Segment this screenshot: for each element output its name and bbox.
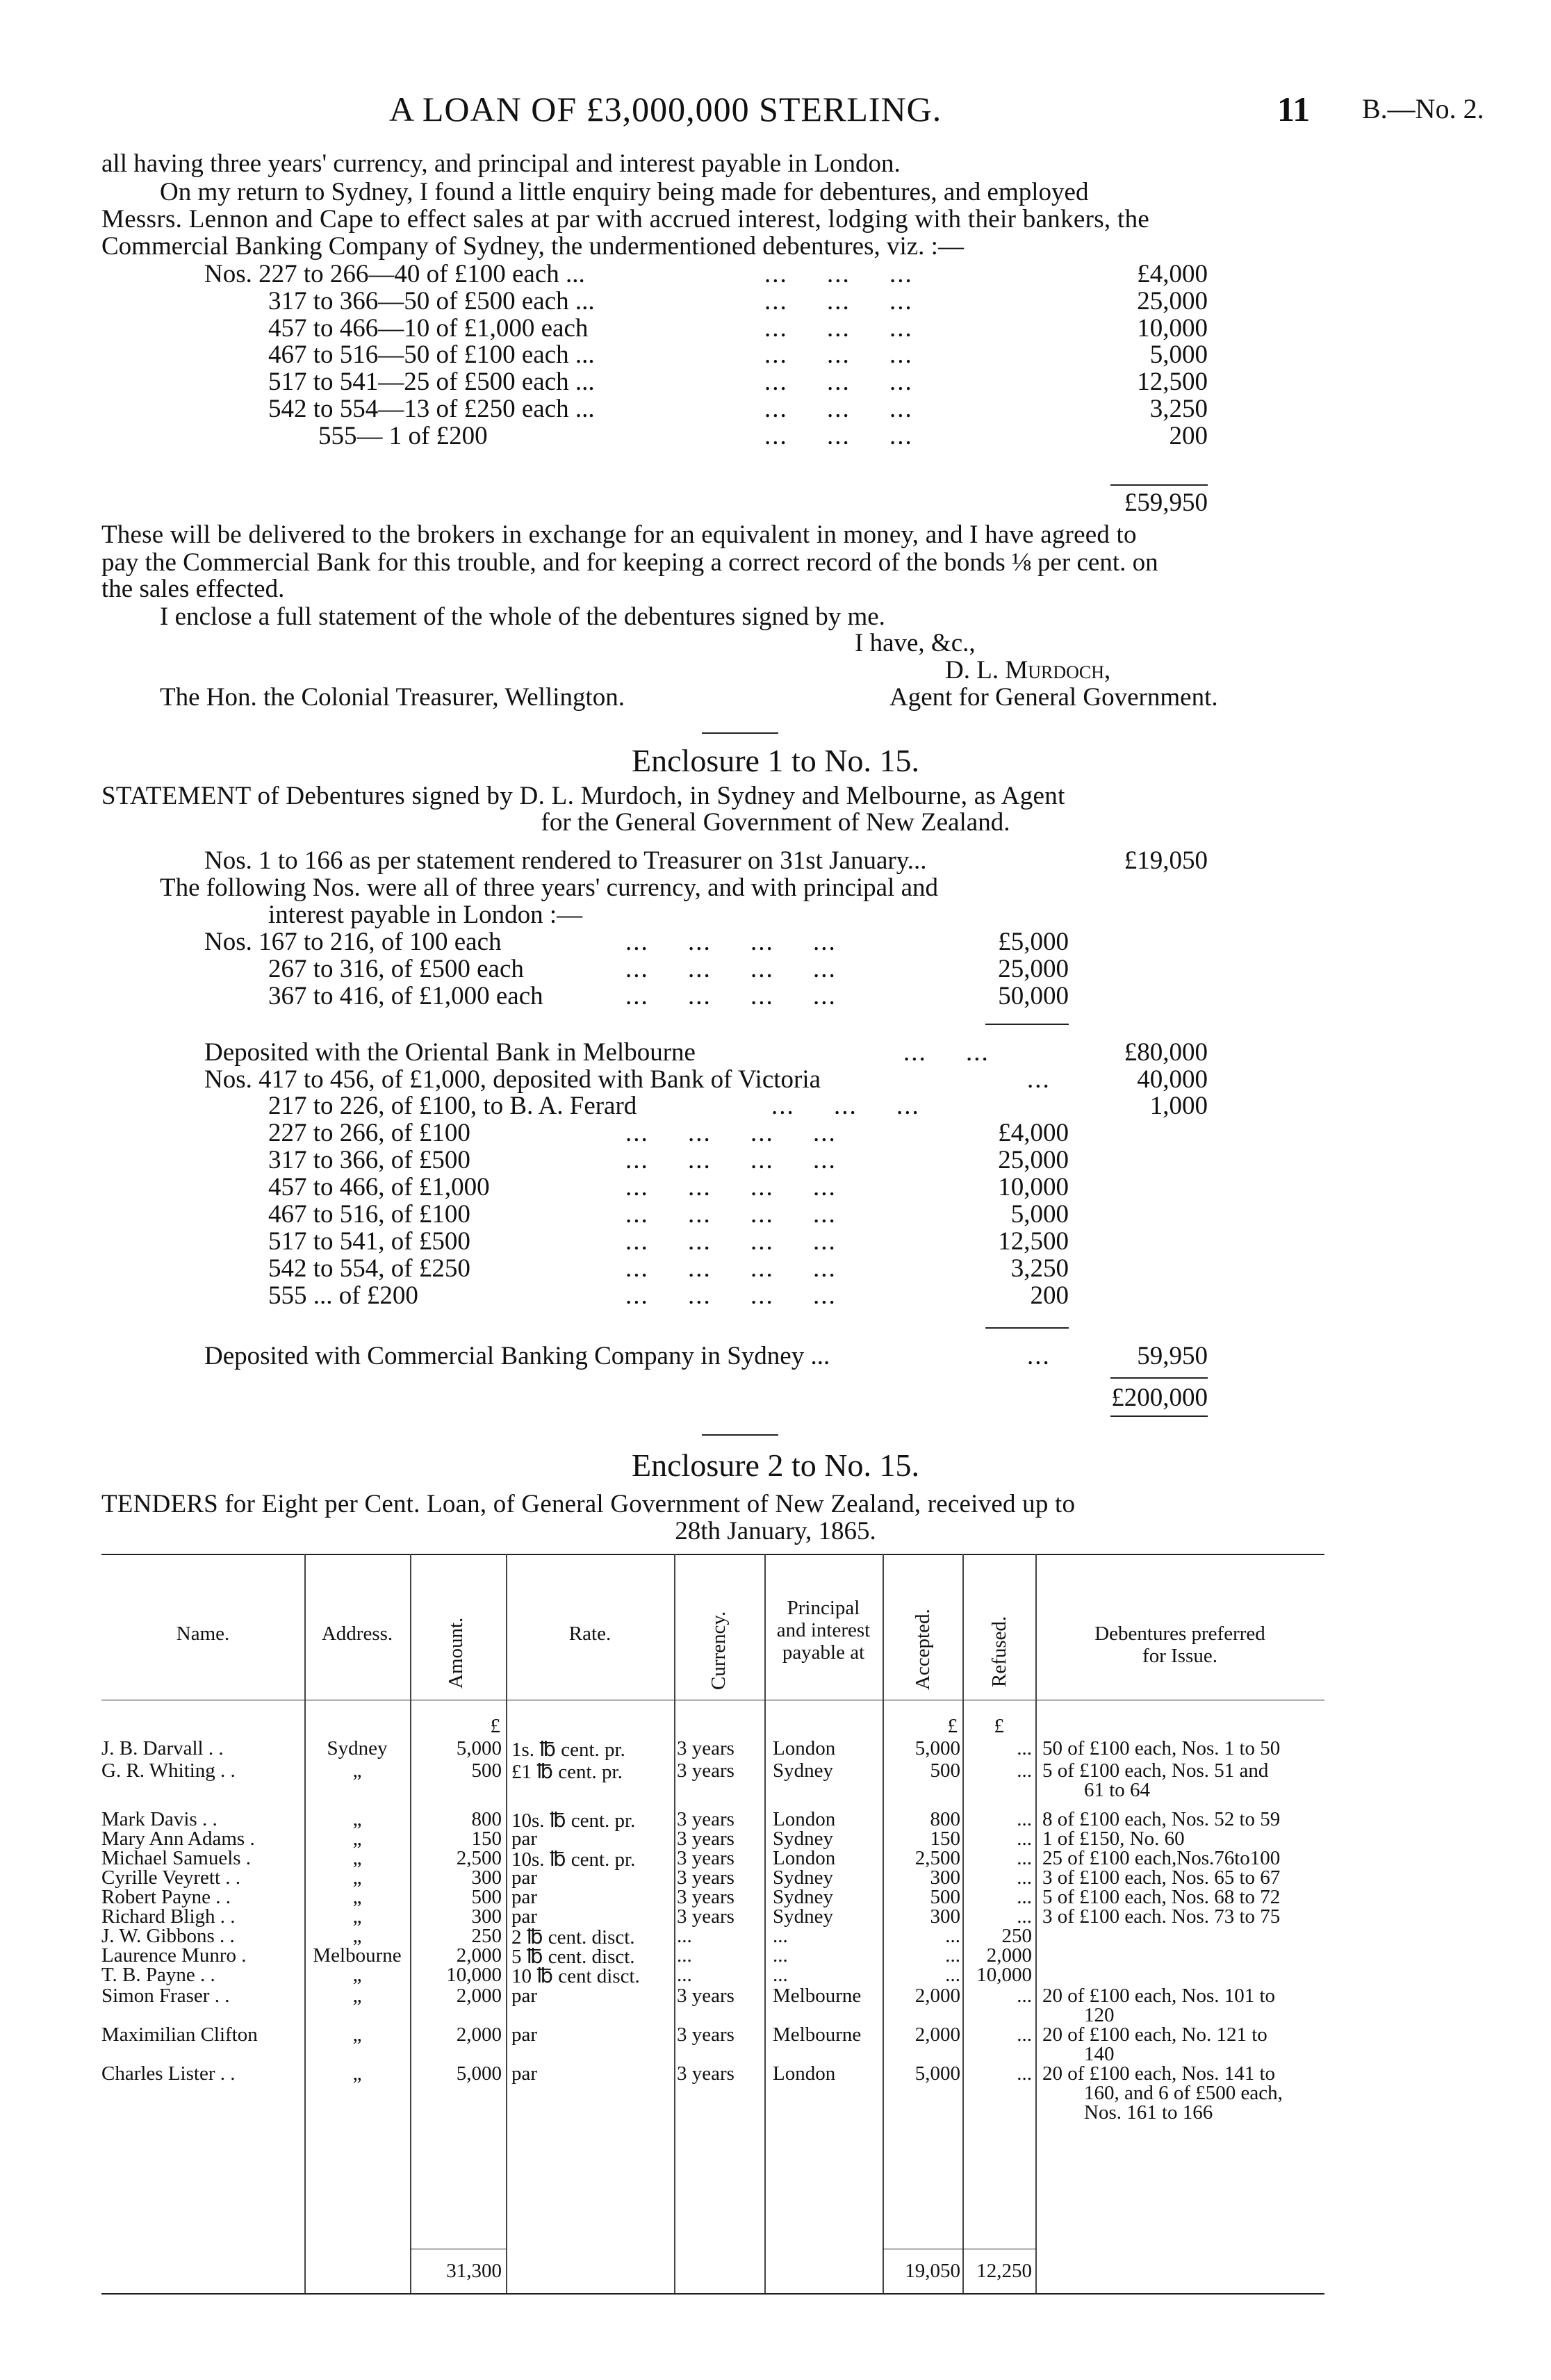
leader-dots: ... ... ... ... <box>625 1173 837 1201</box>
sum-rule <box>1110 484 1208 486</box>
tender-name: Maximilian Clifton <box>101 2024 258 2046</box>
list-item-description: 317 to 366—50 of £500 each ... <box>268 287 595 315</box>
tender-address: „ <box>352 2062 362 2085</box>
tender-payable-at: Sydney <box>773 1759 833 1782</box>
addressee: The Hon. the Colonial Treasurer, Wellington. <box>160 683 625 712</box>
tender-rate: par <box>511 2062 538 2085</box>
tender-name: J. W. Gibbons . . <box>101 1925 235 1947</box>
tender-rate: 10s. ℔ cent. pr. <box>511 1809 636 1832</box>
tender-payable-at: Sydney <box>773 1828 833 1850</box>
tender-accepted: 500 <box>930 1759 960 1782</box>
group-item-amount: £5,000 <box>998 928 1069 956</box>
commercial-bank-deposit: Deposited with Commercial Banking Company in Sydney ... <box>204 1342 830 1370</box>
bank-of-victoria-amount: 40,000 <box>1137 1065 1208 1094</box>
column-header-name: Name. <box>176 1623 230 1645</box>
tender-address: „ <box>352 1847 362 1869</box>
column-header-payable-line-1: Principal <box>787 1597 860 1619</box>
tender-amount: 300 <box>471 1905 502 1928</box>
tender-payable-at: Sydney <box>773 1905 833 1928</box>
tender-rate: 10 ℔ cent disct. <box>511 1965 640 1987</box>
column-header-payable-line-2: and interest <box>776 1619 871 1641</box>
group-item-description: 555 ... of £200 <box>268 1281 418 1310</box>
leader-dots: ... ... ... ... <box>625 1281 837 1310</box>
oriental-bank-deposit: Deposited with the Oriental Bank in Melbourne <box>204 1038 696 1067</box>
group-item-description: 467 to 516, of £100 <box>268 1200 470 1229</box>
tender-payable-at: Sydney <box>773 1866 833 1889</box>
amount-unit: £ <box>490 1715 500 1737</box>
tender-refused: ... <box>1017 1808 1032 1830</box>
list-item-amount: 12,500 <box>1137 368 1208 396</box>
letter-paragraph-2-line-1: On my return to Sydney, I found a little enquiry being made for debentures, and employed <box>160 178 1089 206</box>
tender-debentures-preferred: 3 of £100 each, Nos. 65 to 67 <box>1042 1866 1281 1889</box>
leader-dots: ... ... ... ... <box>625 1200 837 1229</box>
tender-name: G. R. Whiting . . <box>101 1759 236 1782</box>
tender-address: „ <box>352 1759 362 1782</box>
tender-debentures-preferred: 8 of £100 each, Nos. 52 to 59 <box>1042 1808 1281 1830</box>
group-item-amount: 5,000 <box>1010 1200 1069 1229</box>
tender-accepted: ... <box>945 1944 960 1967</box>
leader-dots: ... ... ... ... <box>625 1227 837 1256</box>
letter-paragraph-2-line-2: Messrs. Lennon and Cape to effect sales at par with accrued interest, lodging with their bankers, the <box>101 205 1150 233</box>
tender-amount: 150 <box>471 1828 502 1850</box>
tender-name: Richard Bligh . . <box>101 1905 236 1928</box>
tender-amount: 250 <box>471 1925 502 1947</box>
enclosure-2-title-line-2: 28th January, 1865. <box>675 1517 876 1545</box>
list-item-description: 542 to 554—13 of £250 each ... <box>268 395 595 423</box>
group-item-description: 542 to 554, of £250 <box>268 1254 470 1283</box>
tender-amount: 800 <box>471 1808 502 1830</box>
tender-refused: ... <box>1017 1847 1032 1869</box>
tender-refused: ... <box>1017 1828 1032 1850</box>
tender-payable-at: ... <box>773 1925 788 1947</box>
tender-accepted: 800 <box>930 1808 960 1830</box>
tender-amount: 2,000 <box>456 2024 502 2046</box>
tender-rate: 1s. ℔ cent. pr. <box>511 1739 625 1761</box>
tender-rate: par <box>511 1905 538 1928</box>
tender-accepted: ... <box>945 1925 960 1947</box>
column-header-refused: Refused. <box>988 1616 1010 1687</box>
group-item-amount: 25,000 <box>998 1146 1069 1174</box>
tender-rate: par <box>511 1985 538 2007</box>
tender-debentures-preferred: 5 of £100 each, Nos. 68 to 72 <box>1042 1886 1281 1908</box>
document-reference: B.—No. 2. <box>1362 93 1484 124</box>
tender-currency: ... <box>677 1964 692 1986</box>
tender-address: „ <box>352 1808 362 1830</box>
tender-accepted: 2,500 <box>914 1847 960 1869</box>
tender-amount: 500 <box>471 1886 502 1908</box>
accepted-unit: £ <box>947 1715 958 1737</box>
group-item-amount: 25,000 <box>998 955 1069 983</box>
tender-refused: ... <box>1017 1866 1032 1889</box>
tender-payable-at: London <box>773 1737 836 1759</box>
tender-name: Cyrille Veyrett . . <box>101 1866 241 1889</box>
tender-currency: 3 years <box>677 1828 735 1850</box>
tender-address: „ <box>352 1985 362 2007</box>
group-item-description: 317 to 366, of £500 <box>268 1146 470 1174</box>
table-top-rule <box>101 1554 1324 1555</box>
tender-amount: 5,000 <box>456 1737 502 1759</box>
leader-dots: ... ... ... <box>764 422 913 450</box>
refused-total: 12,250 <box>976 2260 1032 2282</box>
tender-accepted: 300 <box>930 1905 960 1928</box>
grand-total: £200,000 <box>1111 1384 1208 1412</box>
tender-debentures-preferred: Nos. 161 to 166 <box>1084 2101 1213 2124</box>
tender-rate: 2 ℔ cent. disct. <box>511 1926 635 1948</box>
section-divider <box>702 1434 778 1436</box>
tender-debentures-preferred: 3 of £100 each. Nos. 73 to 75 <box>1042 1905 1281 1928</box>
column-header-debentures-line-1: Debentures preferred <box>1094 1623 1265 1645</box>
tender-amount: 2,500 <box>456 1847 502 1869</box>
column-header-currency: Currency. <box>707 1611 730 1690</box>
enclosure-1-title-line-1: STATEMENT of Debentures signed by D. L. Murdoch, in Sydney and Melbourne, as Agent <box>101 782 1065 810</box>
tender-currency: 3 years <box>677 2024 735 2046</box>
tender-debentures-preferred: 50 of £100 each, Nos. 1 to 50 <box>1042 1737 1281 1759</box>
letter-paragraph-1: all having three years' currency, and principal and interest payable in London. <box>101 149 901 178</box>
tender-name: Laurence Munro . <box>101 1944 247 1967</box>
tender-name: Mark Davis . . <box>101 1808 218 1830</box>
closing: I have, &c., <box>855 629 976 657</box>
group-item-description: 517 to 541, of £500 <box>268 1227 470 1256</box>
statement-line-1: Nos. 1 to 166 as per statement rendered to Treasurer on 31st January... <box>204 846 927 875</box>
group-item-description: 267 to 316, of £500 each <box>268 955 524 983</box>
tender-currency: ... <box>677 1944 692 1967</box>
leader-dots: ... ... ... <box>764 260 913 288</box>
leader-dots: ... ... ... <box>764 314 913 343</box>
tender-amount: 300 <box>471 1866 502 1889</box>
tender-rate: par <box>511 2024 538 2046</box>
column-header-address: Address. <box>321 1623 393 1645</box>
list-item-description: 517 to 541—25 of £500 each ... <box>268 368 595 396</box>
column-header-amount: Amount. <box>445 1617 467 1689</box>
column-divider <box>506 1554 507 2293</box>
sum-rule <box>1110 1377 1208 1379</box>
tender-currency: ... <box>677 1925 692 1947</box>
tender-address: Melbourne <box>313 1944 402 1967</box>
letter-paragraph-3-line-1: These will be delivered to the brokers in exchange for an equivalent in money, and I have agreed to <box>101 520 1137 549</box>
tender-debentures-preferred: 120 <box>1084 2004 1115 2026</box>
tender-address: „ <box>352 1905 362 1928</box>
leader-dots: ... ... ... <box>771 1092 920 1120</box>
signer-title: Agent for General Government. <box>889 683 1218 712</box>
tender-currency: 3 years <box>677 2062 735 2085</box>
tender-debentures-preferred: 61 to 64 <box>1084 1779 1151 1801</box>
tender-amount: 2,000 <box>456 1985 502 2007</box>
group-item-amount: 12,500 <box>998 1227 1069 1256</box>
tender-rate: 10s. ℔ cent. pr. <box>511 1848 636 1871</box>
tender-accepted: 500 <box>930 1886 960 1908</box>
tender-accepted: 5,000 <box>914 2062 960 2085</box>
group-item-description: 367 to 416, of £1,000 each <box>268 982 543 1010</box>
tender-name: J. B. Darvall . . <box>101 1737 224 1759</box>
sum-rule <box>1110 1415 1208 1417</box>
leader-dots: ... ... ... <box>764 340 913 369</box>
leader-dots: ... ... ... <box>764 368 913 396</box>
tender-refused: 2,000 <box>986 1944 1032 1967</box>
group-item-amount: 3,250 <box>1010 1254 1069 1283</box>
column-header-accepted: Accepted. <box>912 1609 934 1690</box>
column-header-payable-line-3: payable at <box>782 1641 865 1664</box>
tender-refused: 10,000 <box>976 1964 1032 1986</box>
leader-dots: ... ... ... ... <box>625 1254 837 1283</box>
tender-accepted: 2,000 <box>914 1985 960 2007</box>
enclosure-2-title-line-1: TENDERS for Eight per Cent. Loan, of General Government of New Zealand, received up to <box>101 1490 1076 1518</box>
group-item-amount: 200 <box>1030 1281 1069 1310</box>
tender-currency: 3 years <box>677 1759 735 1782</box>
tender-address: „ <box>352 1866 362 1889</box>
list-item-amount: 25,000 <box>1137 287 1208 315</box>
tender-address: „ <box>352 2024 362 2046</box>
bank-of-victoria-line: Nos. 417 to 456, of £1,000, deposited with Bank of Victoria <box>204 1065 821 1094</box>
signature: D. L. Murdoch, <box>945 656 1111 684</box>
section-divider <box>702 732 778 734</box>
tender-debentures-preferred: 20 of £100 each, No. 121 to <box>1042 2024 1267 2046</box>
tender-currency: 3 years <box>677 1866 735 1889</box>
page-number: 11 <box>1277 90 1311 129</box>
tender-payable-at: Melbourne <box>773 2024 862 2046</box>
statement-line-3: interest payable in London :— <box>268 901 583 929</box>
tender-name: Mary Ann Adams . <box>101 1828 255 1850</box>
leader-dots: ... ... <box>903 1038 990 1067</box>
commercial-bank-amount: 59,950 <box>1137 1342 1208 1370</box>
tender-name: Charles Lister . . <box>101 2062 236 2085</box>
amount-total: 31,300 <box>446 2260 502 2282</box>
tender-currency: 3 years <box>677 1847 735 1869</box>
tender-address: Sydney <box>327 1737 388 1759</box>
oriental-bank-amount: £80,000 <box>1124 1038 1208 1067</box>
leader-dots: ... ... ... ... <box>625 982 837 1010</box>
tender-accepted: ... <box>945 1964 960 1986</box>
tender-currency: 3 years <box>677 1905 735 1928</box>
tender-rate: par <box>511 1828 538 1850</box>
tender-name: Simon Fraser . . <box>101 1985 230 2007</box>
tender-amount: 10,000 <box>446 1964 502 1986</box>
tender-currency: 3 years <box>677 1808 735 1830</box>
group-item-description: 227 to 266, of £100 <box>268 1119 470 1147</box>
running-title: A LOAN OF £3,000,000 STERLING. <box>389 90 942 129</box>
group-item-amount: £4,000 <box>998 1119 1069 1147</box>
tender-amount: 5,000 <box>456 2062 502 2085</box>
tender-debentures-preferred: 25 of £100 each,Nos.76to100 <box>1042 1847 1281 1869</box>
enclosure-1-title-line-2: for the General Government of New Zealand. <box>541 808 1010 837</box>
tender-name: T. B. Payne . . <box>101 1964 215 1986</box>
tender-rate: par <box>511 1886 538 1908</box>
list-item-amount: 5,000 <box>1149 340 1208 369</box>
tender-refused: ... <box>1017 1737 1032 1759</box>
leader-dots: ... ... ... ... <box>625 1146 837 1174</box>
tender-refused: ... <box>1017 2062 1032 2085</box>
letter-paragraph-2-line-3: Commercial Banking Company of Sydney, the undermentioned debentures, viz. :— <box>101 232 964 261</box>
leader-dots: ... <box>1027 1342 1051 1370</box>
leader-dots: ... ... ... ... <box>625 955 837 983</box>
list-item-amount: 3,250 <box>1149 395 1208 423</box>
list-item-amount: 10,000 <box>1137 314 1208 343</box>
tender-address: „ <box>352 1964 362 1986</box>
sum-rule <box>985 1024 1069 1025</box>
tender-currency: 3 years <box>677 1985 735 2007</box>
tender-accepted: 5,000 <box>914 1737 960 1759</box>
refused-unit: £ <box>994 1715 1004 1737</box>
enclosure-2-heading: Enclosure 2 to No. 15. <box>632 1447 919 1483</box>
tender-refused: ... <box>1017 2024 1032 2046</box>
tender-rate: 5 ℔ cent. disct. <box>511 1946 635 1968</box>
letter-paragraph-4: I enclose a full statement of the whole of the debentures signed by me. <box>160 602 885 631</box>
letter-paragraph-3-line-3: the sales effected. <box>101 575 285 603</box>
tender-debentures-preferred: 20 of £100 each, Nos. 101 to <box>1042 1985 1276 2007</box>
tender-accepted: 2,000 <box>914 2024 960 2046</box>
tender-debentures-preferred: 160, and 6 of £500 each, <box>1084 2082 1283 2104</box>
tender-debentures-preferred: 1 of £150, No. 60 <box>1042 1828 1185 1850</box>
tender-payable-at: Sydney <box>773 1886 833 1908</box>
list-item-amount: £4,000 <box>1137 260 1208 288</box>
tender-refused: 250 <box>1001 1925 1032 1947</box>
group-item-amount: 10,000 <box>998 1173 1069 1201</box>
tender-refused: ... <box>1017 1985 1032 2007</box>
letter-paragraph-3-line-2: pay the Commercial Bank for this trouble, and for keeping a correct record of the bonds ⅛ per cent. on <box>101 548 1158 577</box>
tender-currency: 3 years <box>677 1737 735 1759</box>
tender-name: Robert Payne . . <box>101 1886 231 1908</box>
group-item-amount: 50,000 <box>998 982 1069 1010</box>
tender-accepted: 300 <box>930 1866 960 1889</box>
tender-payable-at: London <box>773 1808 836 1830</box>
statement-line-2: The following Nos. were all of three years' currency, and with principal and <box>160 873 939 902</box>
ferard-line: 217 to 226, of £100, to B. A. Ferard <box>268 1092 637 1120</box>
letter-total: £59,950 <box>1124 489 1208 517</box>
group-item-description: Nos. 167 to 216, of 100 each <box>204 928 502 956</box>
sum-rule <box>985 1327 1069 1329</box>
column-divider <box>764 1554 766 2293</box>
tender-refused: ... <box>1017 1886 1032 1908</box>
tender-payable-at: London <box>773 1847 836 1869</box>
column-divider <box>674 1554 675 2293</box>
tender-address: „ <box>352 1828 362 1850</box>
leader-dots: ... ... ... ... <box>625 928 837 956</box>
tender-address: „ <box>352 1886 362 1908</box>
tender-address: „ <box>352 1925 362 1947</box>
leader-dots: ... ... ... <box>764 287 913 315</box>
tender-debentures-preferred: 20 of £100 each, Nos. 141 to <box>1042 2062 1276 2085</box>
tender-name: Michael Samuels . <box>101 1847 252 1869</box>
enclosure-1-heading: Enclosure 1 to No. 15. <box>632 743 919 778</box>
group-item-description: 457 to 466, of £1,000 <box>268 1173 490 1201</box>
tender-amount: 2,000 <box>456 1944 502 1967</box>
list-item-description: 555— 1 of £200 <box>318 422 488 450</box>
tender-currency: 3 years <box>677 1886 735 1908</box>
column-header-rate: Rate. <box>568 1623 612 1645</box>
tender-payable-at: ... <box>773 1944 788 1967</box>
tender-debentures-preferred: 140 <box>1084 2043 1115 2065</box>
list-item-description: Nos. 227 to 266—40 of £100 each ... <box>204 260 585 288</box>
column-header-debentures-line-2: for Issue. <box>1142 1645 1217 1667</box>
tender-rate: par <box>511 1866 538 1889</box>
tender-debentures-preferred: 5 of £100 each, Nos. 51 and <box>1042 1759 1269 1782</box>
list-item-amount: 200 <box>1169 422 1208 450</box>
tender-accepted: 150 <box>930 1828 960 1850</box>
tender-rate: £1 ℔ cent. pr. <box>511 1761 623 1783</box>
accepted-total: 19,050 <box>905 2260 960 2282</box>
statement-line-1-amount: £19,050 <box>1124 846 1208 875</box>
list-item-description: 467 to 516—50 of £100 each ... <box>268 340 595 369</box>
leader-dots: ... <box>1027 1065 1051 1094</box>
tender-payable-at: ... <box>773 1964 788 1986</box>
tender-amount: 500 <box>471 1759 502 1782</box>
tender-refused: ... <box>1017 1759 1032 1782</box>
leader-dots: ... ... ... ... <box>625 1119 837 1147</box>
tender-payable-at: London <box>773 2062 836 2085</box>
leader-dots: ... ... ... <box>764 395 913 423</box>
ferard-amount: 1,000 <box>1149 1092 1208 1120</box>
tender-refused: ... <box>1017 1905 1032 1928</box>
list-item-description: 457 to 466—10 of £1,000 each <box>268 314 589 343</box>
table-bottom-rule <box>101 2293 1324 2295</box>
tender-payable-at: Melbourne <box>773 1985 862 2007</box>
